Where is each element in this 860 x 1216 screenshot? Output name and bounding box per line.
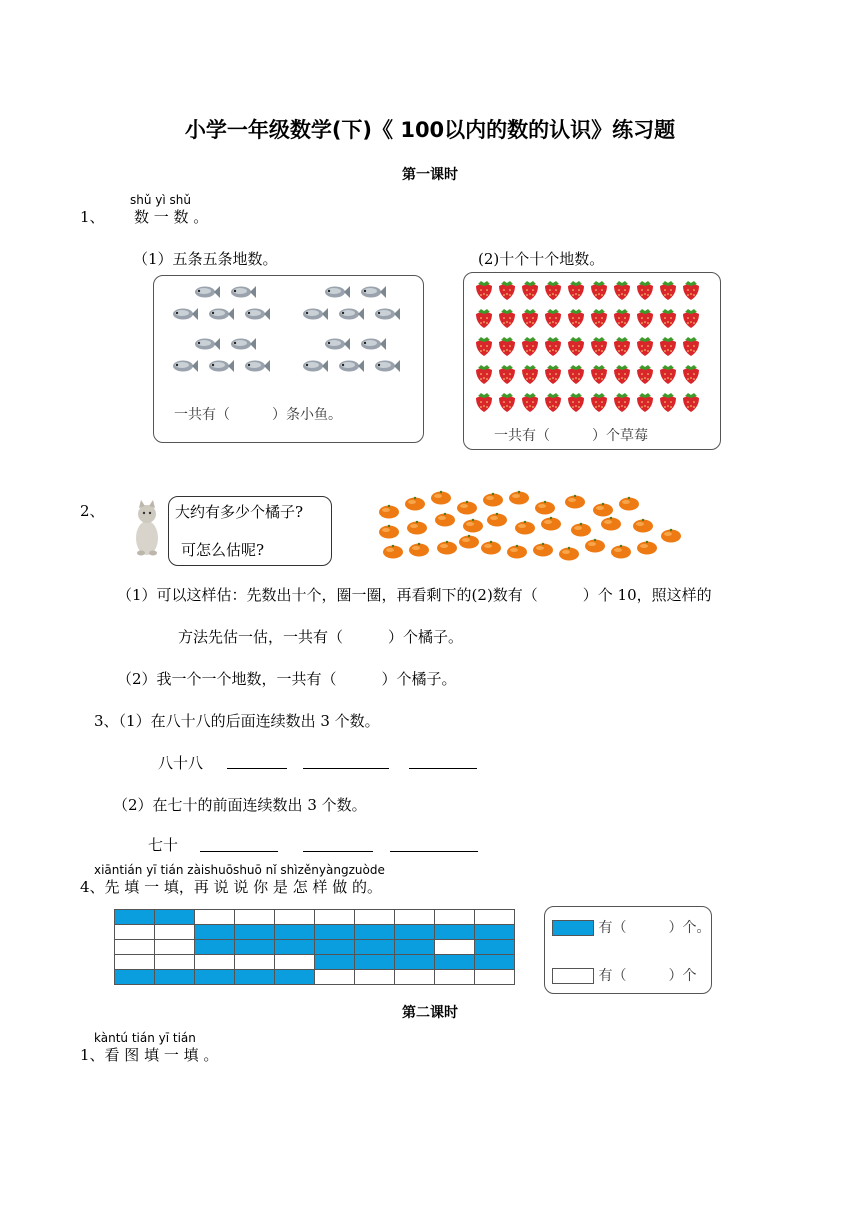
strawberry-icon bbox=[658, 335, 678, 357]
grid-row bbox=[115, 925, 515, 940]
strawberry-icon bbox=[543, 363, 563, 385]
q3-start-1: 八十八 bbox=[158, 754, 204, 772]
blue-cell bbox=[355, 955, 395, 970]
lesson-2-heading: 第二课时 bbox=[402, 1005, 458, 1021]
strawberry-icon bbox=[543, 307, 563, 329]
strawberry-icon bbox=[543, 335, 563, 357]
strawberry-icon bbox=[612, 363, 632, 385]
orange-icon bbox=[404, 496, 426, 511]
fish-icon bbox=[338, 358, 364, 372]
blue-cell bbox=[355, 925, 395, 940]
strawberry-icon bbox=[589, 391, 609, 413]
strawberry-icon bbox=[566, 307, 586, 329]
strawberry-box bbox=[463, 272, 721, 450]
white-cell bbox=[315, 970, 355, 985]
orange-icon bbox=[458, 534, 480, 549]
blue-swatch bbox=[552, 920, 594, 936]
q5-pinyin: kàntú tián yī tián bbox=[94, 1031, 196, 1045]
orange-icon bbox=[430, 490, 452, 505]
q2-number: 2、 bbox=[80, 502, 105, 520]
q5-text: 1、看 图 填 一 填 。 bbox=[80, 1046, 219, 1064]
fish-icon bbox=[302, 358, 328, 372]
orange-icon bbox=[408, 542, 430, 557]
orange-icon bbox=[610, 544, 632, 559]
fish-icon bbox=[172, 358, 198, 372]
strawberry-icon bbox=[543, 391, 563, 413]
answer-blank[interactable] bbox=[303, 850, 373, 852]
fish-icon bbox=[338, 306, 364, 320]
legend-blue-row bbox=[552, 917, 710, 937]
strawberry-icon bbox=[612, 391, 632, 413]
strawberry-icon bbox=[681, 391, 701, 413]
strawberry-icon bbox=[497, 363, 517, 385]
white-cell bbox=[435, 940, 475, 955]
strawberry-icon bbox=[681, 279, 701, 301]
blue-cell bbox=[435, 955, 475, 970]
white-cell bbox=[235, 910, 275, 925]
answer-blank[interactable] bbox=[200, 850, 278, 852]
strawberry-icon bbox=[681, 335, 701, 357]
q1-part1-label: （1）五条五条地数。 bbox=[133, 250, 278, 268]
color-grid bbox=[114, 909, 515, 985]
orange-icon bbox=[636, 540, 658, 555]
grid-row bbox=[115, 940, 515, 955]
strawberry-icon bbox=[635, 391, 655, 413]
blue-cell bbox=[395, 940, 435, 955]
orange-icon bbox=[462, 518, 484, 533]
white-cell bbox=[155, 925, 195, 940]
orange-icon bbox=[660, 528, 682, 543]
orange-icon bbox=[508, 490, 530, 505]
q1-text: 数 一 数 。 bbox=[134, 208, 209, 226]
strawberry-icon bbox=[474, 363, 494, 385]
blue-cell bbox=[235, 925, 275, 940]
white-cell bbox=[195, 910, 235, 925]
q1-pinyin: shǔ yì shǔ bbox=[130, 193, 191, 207]
orange-icon bbox=[506, 544, 528, 559]
orange-icon bbox=[378, 504, 400, 519]
fish-icon bbox=[374, 358, 400, 372]
blue-cell bbox=[275, 940, 315, 955]
strawberry-icon bbox=[681, 363, 701, 385]
strawberry-icon bbox=[635, 363, 655, 385]
fish-icon bbox=[194, 336, 220, 350]
q1-part2-label: (2)十个十个地数。 bbox=[478, 250, 605, 268]
page-title: 小学一年级数学(下)《 100以内的数的认识》练习题 bbox=[184, 118, 676, 142]
strawberry-icon bbox=[589, 307, 609, 329]
legend-blue-text: 有（ ）个。 bbox=[598, 920, 711, 936]
q2-line-2: 方法先估一估，一共有（ ）个橘子。 bbox=[178, 628, 464, 646]
white-cell bbox=[155, 940, 195, 955]
blue-cell bbox=[315, 940, 355, 955]
white-cell bbox=[115, 940, 155, 955]
fish-icon bbox=[208, 358, 234, 372]
strawberry-icon bbox=[635, 279, 655, 301]
white-cell bbox=[475, 910, 515, 925]
fish-icon bbox=[302, 306, 328, 320]
white-cell bbox=[475, 970, 515, 985]
q3-line-2: （2）在七十的前面连续数出 3 个数。 bbox=[113, 796, 367, 814]
blue-cell bbox=[275, 970, 315, 985]
blue-cell bbox=[315, 955, 355, 970]
q3-start-2: 七十 bbox=[148, 836, 179, 854]
white-cell bbox=[315, 910, 355, 925]
orange-icon bbox=[564, 494, 586, 509]
grid-row bbox=[115, 910, 515, 925]
blue-cell bbox=[115, 910, 155, 925]
orange-icon bbox=[486, 512, 508, 527]
blue-cell bbox=[115, 970, 155, 985]
white-cell bbox=[435, 910, 475, 925]
fish-icon bbox=[172, 306, 198, 320]
white-cell bbox=[275, 910, 315, 925]
blue-cell bbox=[275, 925, 315, 940]
orange-icon bbox=[382, 544, 404, 559]
strawberry-icon bbox=[474, 307, 494, 329]
strawberry-icon bbox=[566, 391, 586, 413]
strawberry-icon bbox=[589, 363, 609, 385]
orange-icon bbox=[434, 512, 456, 527]
blue-cell bbox=[155, 970, 195, 985]
orange-group bbox=[374, 490, 684, 564]
white-cell bbox=[355, 910, 395, 925]
strawberry-icon bbox=[635, 307, 655, 329]
blue-cell bbox=[395, 955, 435, 970]
white-swatch bbox=[552, 968, 594, 984]
strawberry-icon bbox=[681, 307, 701, 329]
orange-icon bbox=[558, 546, 580, 561]
orange-icon bbox=[584, 538, 606, 553]
fish-icon bbox=[324, 336, 350, 350]
strawberry-icon bbox=[658, 363, 678, 385]
blue-cell bbox=[195, 940, 235, 955]
strawberry-icon bbox=[566, 335, 586, 357]
cat-icon bbox=[131, 500, 163, 556]
blue-cell bbox=[475, 925, 515, 940]
q3-line-1: 3、（1）在八十八的后面连续数出 3 个数。 bbox=[94, 712, 380, 730]
orange-icon bbox=[570, 522, 592, 537]
q4-text: 4、先 填 一 填，再 说 说 你 是 怎 样 做 的。 bbox=[80, 878, 382, 896]
strawberry-icon bbox=[497, 391, 517, 413]
blue-cell bbox=[235, 940, 275, 955]
q2-line-1: （1）可以这样估：先数出十个，圈一圈，再看剩下的(2)数有（ ）个 10，照这样的 bbox=[117, 586, 712, 604]
strawberry-icon bbox=[589, 279, 609, 301]
strawberry-icon bbox=[497, 307, 517, 329]
blue-cell bbox=[355, 940, 395, 955]
white-cell bbox=[435, 970, 475, 985]
fish-icon bbox=[244, 306, 270, 320]
orange-icon bbox=[436, 540, 458, 555]
strawberry-icon bbox=[589, 335, 609, 357]
strawberry-caption: 一共有（ ）个草莓 bbox=[494, 428, 648, 444]
fish-icon bbox=[230, 284, 256, 298]
strawberry-icon bbox=[612, 307, 632, 329]
orange-icon bbox=[618, 496, 640, 511]
orange-icon bbox=[514, 520, 536, 535]
white-cell bbox=[275, 955, 315, 970]
fish-box bbox=[153, 275, 424, 443]
strawberry-icon bbox=[635, 335, 655, 357]
answer-blank[interactable] bbox=[303, 767, 389, 769]
fish-icon bbox=[324, 284, 350, 298]
strawberry-icon bbox=[474, 335, 494, 357]
blue-cell bbox=[315, 925, 355, 940]
blue-cell bbox=[395, 925, 435, 940]
strawberry-icon bbox=[566, 279, 586, 301]
answer-blank[interactable] bbox=[227, 767, 287, 769]
white-cell bbox=[355, 970, 395, 985]
fish-caption: 一共有（ ）条小鱼。 bbox=[174, 407, 342, 423]
white-cell bbox=[395, 910, 435, 925]
speech-bubble bbox=[168, 496, 332, 566]
white-cell bbox=[235, 955, 275, 970]
blue-cell bbox=[435, 925, 475, 940]
orange-icon bbox=[532, 542, 554, 557]
legend-white-row bbox=[552, 965, 696, 985]
fish-icon bbox=[208, 306, 234, 320]
orange-icon bbox=[378, 524, 400, 539]
orange-icon bbox=[456, 500, 478, 515]
orange-icon bbox=[482, 492, 504, 507]
strawberry-icon bbox=[520, 307, 540, 329]
grid-row bbox=[115, 955, 515, 970]
strawberry-icon bbox=[520, 279, 540, 301]
answer-blank[interactable] bbox=[409, 767, 477, 769]
strawberry-icon bbox=[520, 363, 540, 385]
orange-icon bbox=[534, 500, 556, 515]
q2-line-3: （2）我一个一个地数，一共有（ ）个橘子。 bbox=[117, 670, 457, 688]
orange-icon bbox=[600, 516, 622, 531]
white-cell bbox=[395, 970, 435, 985]
orange-icon bbox=[406, 520, 428, 535]
bubble-line-2: 可怎么估呢? bbox=[181, 541, 265, 559]
orange-icon bbox=[540, 516, 562, 531]
white-cell bbox=[115, 925, 155, 940]
fish-icon bbox=[194, 284, 220, 298]
strawberry-icon bbox=[497, 335, 517, 357]
fish-icon bbox=[244, 358, 270, 372]
strawberry-icon bbox=[474, 391, 494, 413]
strawberry-icon bbox=[543, 279, 563, 301]
fish-icon bbox=[374, 306, 400, 320]
blue-cell bbox=[195, 970, 235, 985]
blue-cell bbox=[475, 940, 515, 955]
blue-cell bbox=[235, 970, 275, 985]
strawberry-icon bbox=[658, 279, 678, 301]
answer-blank[interactable] bbox=[390, 850, 478, 852]
orange-icon bbox=[480, 540, 502, 555]
legend-box bbox=[544, 906, 712, 994]
blue-cell bbox=[155, 910, 195, 925]
strawberry-icon bbox=[612, 335, 632, 357]
q1-number: 1、 bbox=[80, 208, 105, 226]
lesson-1-heading: 第一课时 bbox=[402, 167, 458, 183]
white-cell bbox=[115, 955, 155, 970]
bubble-line-1: 大约有多少个橘子? bbox=[175, 503, 304, 521]
grid-row bbox=[115, 970, 515, 985]
q4-pinyin: xiāntián yī tián zàishuōshuō nǐ shìzěnyàngzuòde bbox=[94, 863, 385, 877]
strawberry-icon bbox=[497, 279, 517, 301]
strawberry-icon bbox=[658, 307, 678, 329]
strawberry-icon bbox=[474, 279, 494, 301]
orange-icon bbox=[592, 502, 614, 517]
strawberry-icon bbox=[520, 391, 540, 413]
orange-icon bbox=[632, 518, 654, 533]
strawberry-icon bbox=[612, 279, 632, 301]
blue-cell bbox=[475, 955, 515, 970]
white-cell bbox=[195, 955, 235, 970]
blue-cell bbox=[195, 925, 235, 940]
strawberry-icon bbox=[566, 363, 586, 385]
fish-icon bbox=[230, 336, 256, 350]
strawberry-icon bbox=[520, 335, 540, 357]
white-cell bbox=[155, 955, 195, 970]
legend-white-text: 有（ ）个 bbox=[598, 968, 697, 984]
fish-icon bbox=[360, 336, 386, 350]
fish-icon bbox=[360, 284, 386, 298]
strawberry-icon bbox=[658, 391, 678, 413]
